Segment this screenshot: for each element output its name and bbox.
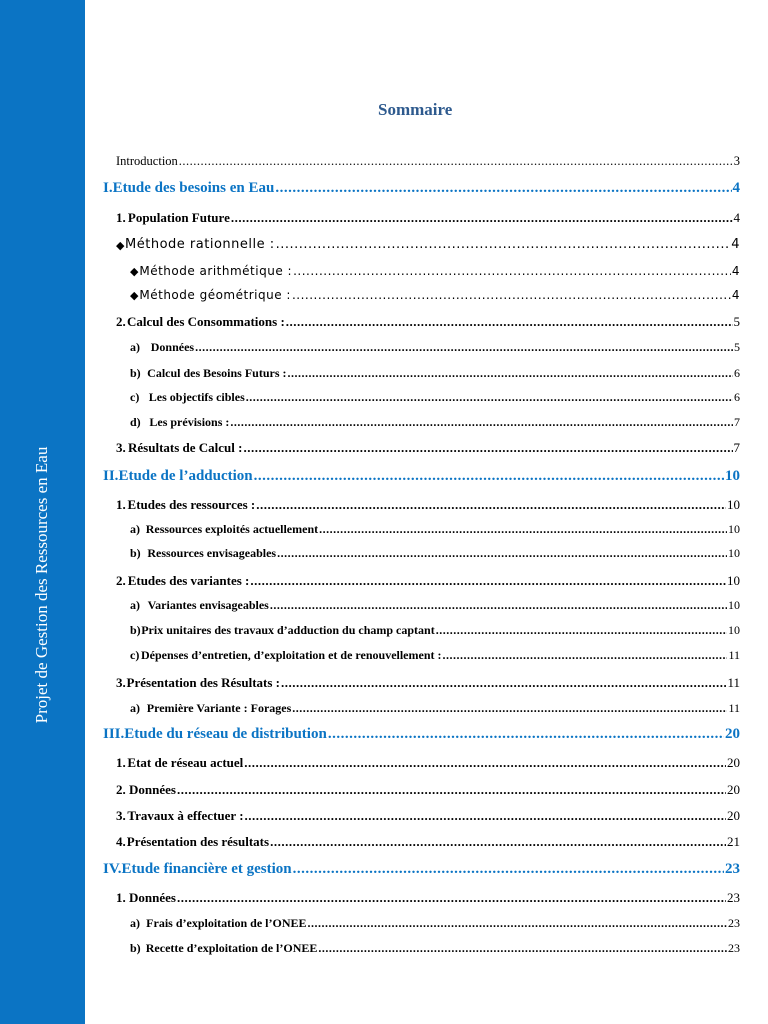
toc-leader — [436, 623, 727, 638]
toc-entry[interactable] — [130, 916, 740, 931]
toc-entry[interactable] — [116, 675, 740, 691]
toc-number: b) — [130, 941, 141, 955]
toc-leader — [443, 648, 728, 663]
toc-number: 1. — [116, 755, 126, 770]
toc-entry[interactable] — [130, 415, 740, 430]
toc-leader — [308, 916, 727, 931]
toc-label: Présentation des Résultats : — [126, 675, 281, 690]
toc-page: 20 — [725, 726, 740, 742]
toc-number: 3. — [116, 440, 126, 455]
toc-number: a) — [130, 340, 140, 354]
toc-entry[interactable] — [116, 808, 740, 824]
toc-leader — [230, 415, 733, 430]
toc-leader — [250, 573, 726, 589]
toc-entry[interactable] — [130, 288, 740, 302]
toc-label: Ressources exploités actuellement — [145, 522, 319, 536]
toc-leader — [270, 834, 726, 850]
toc-label: Données — [129, 782, 176, 797]
toc-entry[interactable] — [130, 701, 740, 716]
toc-entry[interactable] — [130, 648, 740, 663]
toc-page: 23 — [727, 890, 740, 905]
toc-entry[interactable] — [130, 941, 740, 956]
toc-page: 4 — [731, 264, 740, 278]
toc-label: Variantes envisageables — [147, 598, 269, 612]
toc-entry[interactable] — [116, 755, 740, 771]
toc-label: Résultats de Calcul : — [128, 440, 243, 455]
toc-page: 4 — [732, 180, 740, 196]
toc-number: 3. — [116, 808, 126, 823]
toc-leader — [246, 390, 733, 405]
toc-leader — [275, 180, 731, 197]
toc-leader — [245, 808, 726, 824]
toc-entry[interactable] — [130, 546, 740, 561]
toc-number: III. — [103, 726, 125, 742]
toc-page: 10 — [728, 598, 740, 612]
toc-page: 10 — [728, 522, 740, 536]
toc-number: b) — [130, 366, 141, 380]
toc-page: 10 — [727, 497, 740, 512]
toc-page: 11 — [727, 675, 740, 690]
toc-leader — [281, 675, 726, 691]
toc-label: Calcul des Besoins Futurs : — [147, 366, 287, 380]
toc-label: Première Variante : Forages — [146, 701, 292, 715]
toc-leader — [292, 701, 727, 716]
toc-number: b) — [130, 546, 141, 560]
toc-leader — [328, 726, 724, 743]
toc-page: 10 — [728, 623, 740, 637]
toc-number: 4. — [116, 834, 126, 849]
toc-page: 6 — [734, 390, 740, 404]
toc-leader — [319, 522, 727, 537]
toc-entry[interactable] — [116, 834, 740, 850]
toc-page: 20 — [727, 755, 740, 770]
toc-entry[interactable] — [130, 340, 740, 355]
toc-page: 11 — [728, 648, 740, 662]
toc-entry[interactable] — [116, 314, 740, 330]
toc-label: Etude de l’adduction — [118, 468, 253, 484]
toc-number: c) — [130, 390, 140, 404]
toc-entry[interactable] — [103, 180, 740, 197]
toc-label: Etat de réseau actuel — [127, 755, 244, 770]
toc-page: 21 — [727, 834, 740, 849]
toc-leader — [277, 546, 727, 561]
toc-label: Etude des besoins en Eau — [112, 180, 275, 196]
toc-entry[interactable] — [130, 623, 740, 638]
toc-page: 6 — [734, 366, 740, 380]
toc-leader — [177, 782, 726, 798]
toc-entry[interactable] — [103, 726, 740, 743]
diamond-bullet-icon: ◆ — [130, 289, 139, 302]
toc-entry[interactable] — [116, 440, 740, 456]
toc-number: a) — [130, 598, 140, 612]
toc-entry[interactable] — [116, 890, 740, 906]
toc-label: Etudes des variantes : — [127, 573, 250, 588]
toc-number: 1. — [116, 497, 126, 512]
toc-number: 2. — [116, 573, 126, 588]
toc-label: Méthode géométrique : — [139, 288, 291, 302]
toc-label: Données — [150, 340, 195, 354]
toc-leader — [244, 755, 726, 771]
toc-page: 5 — [733, 314, 740, 329]
toc-entry[interactable] — [103, 861, 740, 878]
toc-entry[interactable] — [116, 237, 740, 252]
toc-leader — [318, 941, 727, 956]
toc-label: Frais d’exploitation de l’ONEE — [146, 916, 307, 930]
toc-label: Méthode arithmétique : — [139, 264, 293, 278]
toc-leader — [288, 366, 733, 381]
toc-page: 4 — [731, 288, 740, 302]
toc-page: 23 — [728, 916, 740, 930]
toc-entry[interactable] — [103, 468, 740, 485]
toc-number: a) — [130, 522, 140, 536]
toc-page: 23 — [725, 861, 740, 877]
toc-leader — [293, 861, 724, 878]
toc-label: Prix unitaires des travaux d’adduction du champ captant — [141, 623, 435, 637]
toc-page: 4 — [733, 210, 740, 225]
toc-number: 3. — [116, 675, 126, 690]
toc-page: 7 — [733, 440, 740, 455]
toc-leader — [270, 598, 727, 613]
toc-number: 2. — [116, 782, 126, 797]
toc-label: Présentation des résultats — [126, 834, 270, 849]
toc-page: 20 — [727, 782, 740, 797]
toc-label: Recette d’exploitation de l’ONEE — [145, 941, 318, 955]
toc-entry[interactable] — [130, 598, 740, 613]
toc-entry[interactable] — [130, 390, 740, 405]
toc-page: 10 — [725, 468, 740, 484]
toc-number: b) — [130, 623, 141, 637]
toc-page: 11 — [728, 701, 740, 715]
toc-number: a) — [130, 701, 140, 715]
toc-entry[interactable] — [116, 573, 740, 589]
toc-label: Calcul des Consommations : — [126, 314, 285, 329]
toc-entry[interactable] — [130, 366, 740, 381]
toc-number: 1. — [116, 890, 126, 905]
page-title: Sommaire — [378, 100, 453, 119]
toc-label: Etudes des ressources : — [127, 497, 256, 512]
toc-page: 10 — [727, 573, 740, 588]
toc-leader — [286, 314, 733, 330]
toc-label: Travaux à effectuer : — [127, 808, 244, 823]
toc-page: 20 — [727, 808, 740, 823]
toc-leader — [243, 440, 732, 456]
toc-label: Les objectifs cibles — [148, 390, 245, 404]
toc-number: a) — [130, 916, 140, 930]
toc-leader — [254, 468, 724, 485]
toc-page: 4 — [731, 237, 740, 252]
toc-page: 23 — [728, 941, 740, 955]
toc-leader — [179, 154, 733, 169]
toc-leader — [276, 237, 731, 252]
toc-label: Introduction — [116, 154, 178, 168]
diamond-bullet-icon: ◆ — [116, 239, 125, 252]
toc-number: c) — [130, 648, 140, 662]
toc-entry[interactable] — [130, 522, 740, 537]
toc-label: Données — [129, 890, 176, 905]
toc-number: 2. — [116, 314, 126, 329]
toc-leader — [256, 497, 726, 513]
toc-label: Etude du réseau de distribution — [124, 726, 327, 742]
toc-number: I. — [103, 180, 113, 196]
diamond-bullet-icon: ◆ — [130, 265, 139, 278]
toc-leader — [231, 210, 733, 226]
toc-page: 7 — [734, 415, 740, 429]
toc-entry[interactable] — [116, 210, 740, 226]
toc-page: 3 — [733, 154, 740, 168]
sidebar-title: Projet de Gestion des Ressources en Eau — [32, 446, 51, 724]
toc-leader — [177, 890, 726, 906]
toc-entry[interactable] — [116, 497, 740, 513]
toc-number: d) — [130, 415, 141, 429]
toc-leader — [293, 264, 731, 278]
toc-label: Dépenses d’entretien, d’exploitation et de renouvellement : — [140, 648, 442, 662]
toc-label: Ressources envisageables — [147, 546, 277, 560]
toc-number: 1. — [116, 210, 126, 225]
toc-entry[interactable] — [116, 154, 740, 169]
toc-number: IV. — [103, 861, 122, 877]
toc-number: II. — [103, 468, 119, 484]
toc-entry[interactable] — [130, 264, 740, 278]
toc-page: 5 — [734, 340, 740, 354]
toc-leader — [292, 288, 731, 302]
toc-entry[interactable] — [116, 782, 740, 798]
toc-leader — [195, 340, 733, 355]
toc-label: Etude financière et gestion — [121, 861, 292, 877]
toc-page: 10 — [728, 546, 740, 560]
toc-label: Population Future — [127, 210, 230, 225]
toc-label: Les prévisions : — [149, 415, 230, 429]
toc-label: Méthode rationnelle : — [125, 237, 275, 252]
